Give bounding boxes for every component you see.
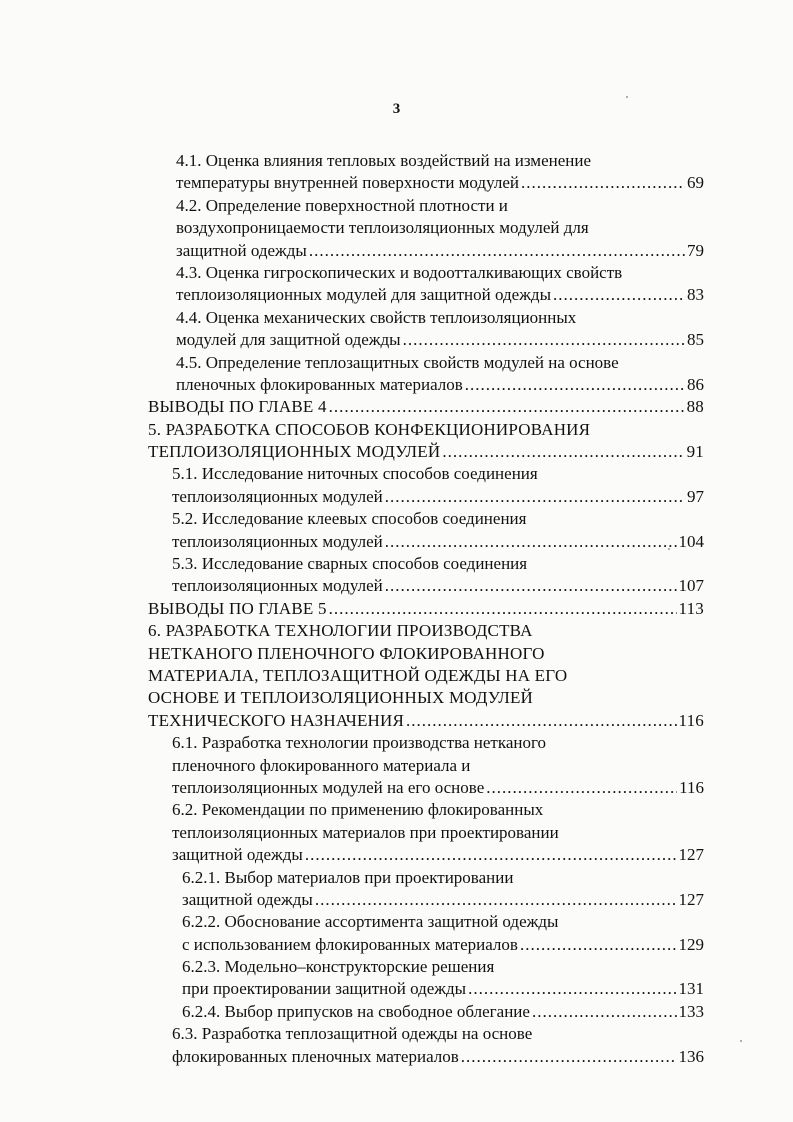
toc-line: [176, 172, 704, 194]
toc-entry-text: теплоизоляционных модулей: [172, 531, 383, 551]
toc-entry-text: защитной одежды: [172, 845, 303, 865]
toc-line: [176, 262, 704, 284]
toc-page-number: 131: [678, 979, 704, 999]
toc-page-number: 88: [686, 397, 704, 417]
toc-entry: [172, 553, 704, 598]
toc-line: [148, 396, 704, 418]
toc-entry-text: 6.2. Рекомендации по применению флокированных: [172, 800, 544, 820]
toc-line: [176, 150, 704, 172]
dot-leader: [486, 777, 677, 799]
toc-line: [182, 934, 704, 956]
toc-line: [172, 844, 704, 866]
toc-line: [148, 620, 704, 642]
toc-entry: [182, 867, 704, 912]
toc-page-number: 113: [678, 598, 704, 618]
toc-entry: [182, 956, 704, 1001]
scan-speck: [668, 548, 670, 550]
toc-entry-text: 5. РАЗРАБОТКА СПОСОБОВ КОНФЕКЦИОНИРОВАНИЯ: [148, 419, 591, 439]
toc-page-number: 85: [687, 330, 704, 350]
toc-line: [176, 307, 704, 329]
dot-leader: [468, 978, 676, 1000]
toc-entry: [176, 262, 704, 307]
toc-page-number: 127: [678, 845, 704, 865]
toc-line: [148, 419, 704, 441]
toc-page-number: 116: [679, 777, 704, 797]
toc-entry-text: флокированных пленочных материалов: [172, 1046, 459, 1066]
toc-entry-text: теплоизоляционных материалов при проектировании: [172, 822, 559, 842]
toc-entry-text: температуры внутренней поверхности модулей: [176, 173, 519, 193]
toc-entry-text: 4.1. Оценка влияния тепловых воздействий на изменение: [176, 151, 591, 170]
toc-entry-text: теплоизоляционных модулей на его основе: [172, 777, 485, 797]
toc-line: [176, 329, 704, 351]
scan-speck: [740, 1040, 742, 1042]
dot-leader: [385, 531, 677, 553]
dot-leader: [520, 934, 677, 956]
toc-entry-text: 6.2.1. Выбор материалов при проектировании: [182, 867, 514, 887]
toc-entry-text: защитной одежды: [182, 889, 313, 909]
dot-leader: [465, 374, 685, 396]
toc-entry-text: МАТЕРИАЛА, ТЕПЛОЗАЩИТНОЙ ОДЕЖДЫ НА ЕГО: [148, 665, 568, 685]
toc-page-number: 127: [678, 889, 704, 909]
toc-entry: [172, 732, 704, 799]
toc-page-number: 129: [678, 934, 704, 954]
toc-page-number: 136: [678, 1046, 704, 1066]
toc-page-number: 104: [678, 531, 704, 551]
dot-leader: [329, 598, 677, 620]
toc-line: [176, 284, 704, 306]
toc-line: [172, 755, 704, 777]
toc-page-number: 91: [686, 442, 704, 462]
toc-line: [182, 956, 704, 978]
toc-line: [172, 777, 704, 799]
dot-leader: [532, 1001, 677, 1023]
toc-line: [148, 643, 704, 665]
toc-line: [172, 799, 704, 821]
toc-line: [182, 1001, 704, 1023]
toc-page-number: 97: [687, 486, 704, 506]
toc-entry: [172, 508, 704, 553]
toc-entry-text: теплоизоляционных модулей: [172, 576, 383, 596]
toc-line: [176, 240, 704, 262]
toc-entry: [148, 419, 704, 464]
toc-line: [148, 441, 704, 463]
toc-line: [182, 889, 704, 911]
toc-page-number: 83: [687, 285, 704, 305]
toc-line: [172, 531, 704, 553]
dot-leader: [442, 441, 684, 463]
toc-line: [148, 665, 704, 687]
dot-leader: [553, 284, 685, 306]
dot-leader: [309, 240, 685, 262]
toc-entry-text: защитной одежды: [176, 240, 307, 260]
toc-line: [172, 463, 704, 485]
toc-line: [176, 352, 704, 374]
toc-line: [148, 710, 704, 732]
toc-entry: [148, 396, 704, 418]
toc-page-number: 79: [687, 240, 704, 260]
toc-line: [172, 1023, 704, 1045]
toc-entry-text: модулей для защитной одежды: [176, 330, 401, 350]
toc-page-number: 86: [687, 374, 704, 394]
toc-entry-text: теплоизоляционных модулей: [172, 486, 383, 506]
toc-entry-text: при проектировании защитной одежды: [182, 979, 467, 999]
toc-line: [176, 217, 704, 239]
toc-line: [172, 1046, 704, 1068]
toc-entry-text: ТЕПЛОИЗОЛЯЦИОННЫХ МОДУЛЕЙ: [148, 442, 441, 462]
toc-entry: [172, 799, 704, 866]
toc-entry-text: 4.2. Определение поверхностной плотности и: [176, 195, 508, 215]
toc-entry: [176, 352, 704, 397]
toc-line: [172, 822, 704, 844]
toc-entry: [182, 1001, 704, 1023]
toc-line: [182, 867, 704, 889]
toc-entry-text: пленочных флокированных материалов: [176, 374, 463, 394]
toc-entry: [148, 620, 704, 732]
toc-page-number: 107: [678, 576, 704, 596]
dot-leader: [461, 1046, 677, 1068]
dot-leader: [403, 329, 685, 351]
toc-entry-text: ВЫВОДЫ ПО ГЛАВЕ 5: [148, 598, 327, 618]
toc-entry-text: 6. РАЗРАБОТКА ТЕХНОЛОГИИ ПРОИЗВОДСТВА: [148, 621, 533, 641]
toc-entry-text: 6.2.2. Обоснование ассортимента защитной одежды: [182, 912, 559, 932]
toc-entry-text: 4.4. Оценка механических свойств теплоизоляционных: [176, 307, 577, 327]
toc-line: [148, 687, 704, 709]
page-number: 3: [392, 101, 401, 117]
toc-entry-text: НЕТКАНОГО ПЛЕНОЧНОГО ФЛОКИРОВАННОГО: [148, 643, 545, 663]
toc-entry-text: 6.2.4. Выбор припусков на свободное облегание: [182, 1001, 530, 1021]
toc-line: [172, 553, 704, 575]
toc-line: [182, 911, 704, 933]
toc-line: [172, 575, 704, 597]
toc-entry-text: 6.2.3. Модельно–конструкторские решения: [182, 957, 495, 977]
toc-entry-text: пленочного флокированного материала и: [172, 755, 471, 775]
toc-page-number: 133: [678, 1001, 704, 1021]
dot-leader: [305, 844, 677, 866]
toc-line: [172, 732, 704, 754]
dot-leader: [385, 575, 677, 597]
toc-line: [172, 486, 704, 508]
toc-entry-text: ВЫВОДЫ ПО ГЛАВЕ 4: [148, 397, 327, 417]
toc-entry-text: 4.5. Определение теплозащитных свойств модулей на основе: [176, 352, 619, 372]
toc-entry: [176, 195, 704, 262]
toc-entry: [148, 598, 704, 620]
toc-line: [176, 195, 704, 217]
dot-leader: [329, 396, 685, 418]
dot-leader: [385, 486, 685, 508]
toc-entry-text: ТЕХНИЧЕСКОГО НАЗНАЧЕНИЯ: [148, 710, 405, 730]
toc-line: [172, 508, 704, 530]
toc-entry-text: 5.3. Исследование сварных способов соединения: [172, 554, 528, 574]
toc-line: [176, 374, 704, 396]
toc-entry-text: с использованием флокированных материалов: [182, 934, 518, 954]
toc-entry-text: ОСНОВЕ И ТЕПЛОИЗОЛЯЦИОННЫХ МОДУЛЕЙ: [148, 688, 534, 708]
toc-line: [182, 978, 704, 1000]
toc-entry-text: воздухопроницаемости теплоизоляционных модулей для: [176, 218, 589, 238]
dot-leader: [521, 172, 685, 194]
toc-entry: [176, 150, 704, 195]
toc-line: [148, 598, 704, 620]
toc-entry: [172, 463, 704, 508]
dot-leader: [315, 889, 677, 911]
toc-entry-text: 5.1. Исследование ниточных способов соединения: [172, 464, 538, 484]
toc-entry: [182, 911, 704, 956]
toc-entry: [172, 1023, 704, 1068]
scan-speck: [626, 96, 628, 98]
toc-entry-text: 6.1. Разработка технологии производства нетканого: [172, 733, 547, 753]
toc-entry-text: 4.3. Оценка гигроскопических и водоотталкивающих свойств: [176, 262, 623, 282]
toc-entry-text: теплоизоляционных модулей для защитной одежды: [176, 285, 552, 305]
toc-page-number: 116: [678, 710, 704, 730]
table-of-contents: [0, 150, 793, 1068]
toc-entry-text: 5.2. Исследование клеевых способов соединения: [172, 509, 527, 529]
dot-leader: [406, 710, 676, 732]
toc-page-number: 69: [687, 173, 704, 193]
toc-entry-text: 6.3. Разработка теплозащитной одежды на основе: [172, 1024, 533, 1044]
toc-entry: [176, 307, 704, 352]
